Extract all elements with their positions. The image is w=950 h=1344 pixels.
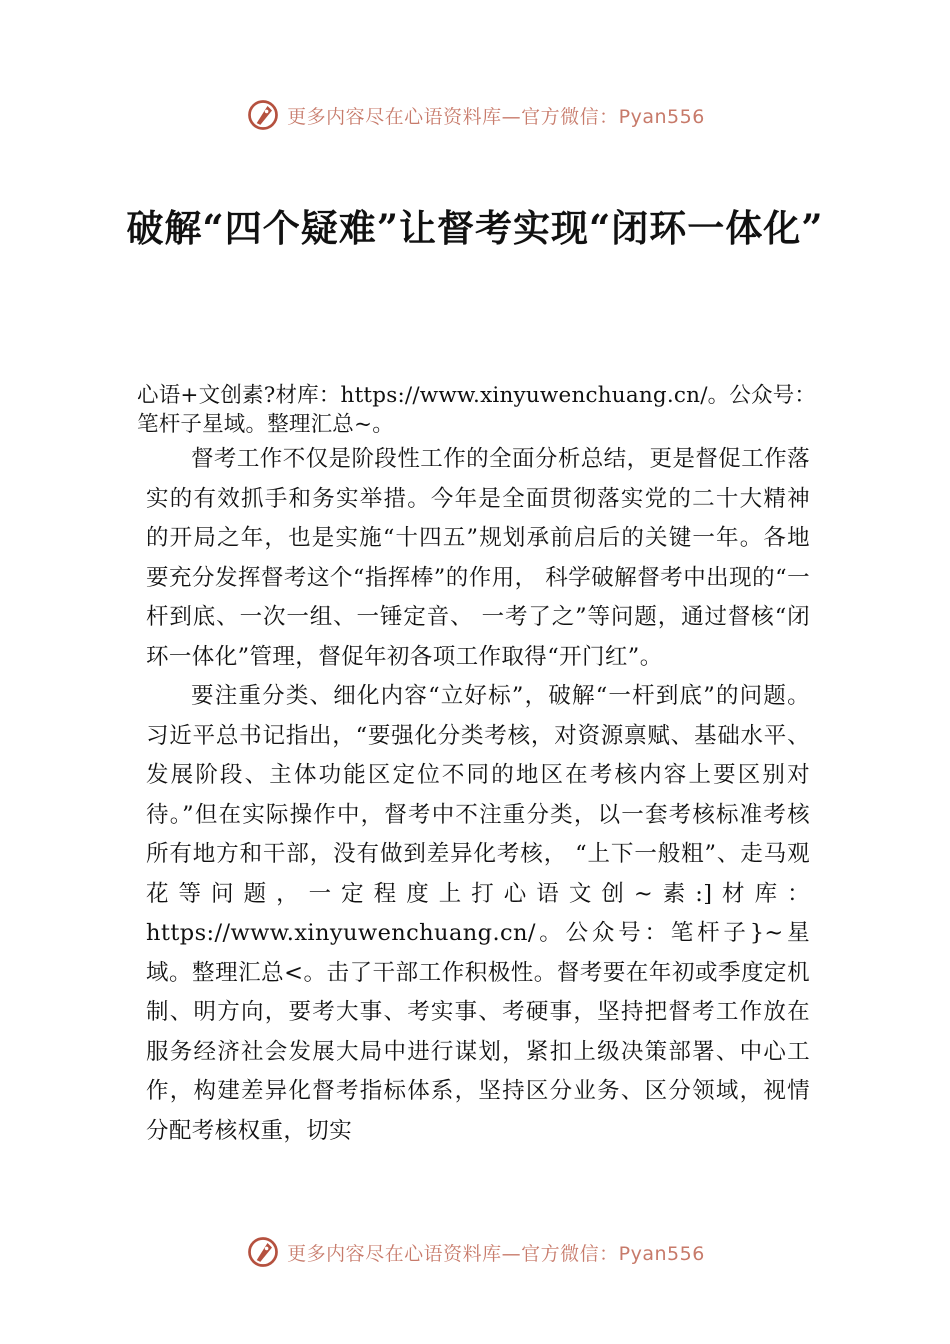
- paragraph: 要注重分类、细化内容“立好标”，破解“一杆到底”的问题。习近平总书记指出，“要强化分类考核，对资源禀赋、基础水平、发展阶段、主体功能区定位不同的地区在考核内容上要区别对待。”但在实际操作中，督考中不注重分类，以一套考核标准考核所有地方和干部，没有做到差异化考核， “上下一般粗”、走马观花等问题，一定程度上打心语文创~素:]材库：https://www.xinyuwenchuang.cn/。公众号：笔杆子}~星域。整理汇总<。击了干部工作积极性。督考要在年初或季度定机制、明方向，要考大事、考实事、考硬事，坚持把督考工作放在服务经济社会发展大局中进行谋划，紧扣上级决策部署、中心工作，构建差异化督考指标体系，坚持区分业务、区分领域，视情分配考核权重，切实: [146, 683, 810, 1144]
- pen-nib-logo-icon: [245, 97, 281, 133]
- footer-banner-text: 更多内容尽在心语资料库—官方微信：Pyan556: [287, 1242, 705, 1265]
- header-banner-text: 更多内容尽在心语资料库—官方微信：Pyan556: [287, 105, 705, 128]
- pen-nib-logo-icon: [245, 1234, 281, 1270]
- source-line: 心语+文创素?材库：https://www.xinyuwenchuang.cn/。公众号：笔杆子星域。整理汇总~。: [137, 383, 817, 437]
- document-title: 破解“四个疑难”让督考实现“闭环一体化”: [126, 206, 824, 250]
- paragraph: 督考工作不仅是阶段性工作的全面分析总结，更是督促工作落实的有效抓手和务实举措。今年是全面贯彻落实党的二十大精神的开局之年，也是实施“十四五”规划承前启后的关键一年。各地要充分发挥督考这个“指挥棒”的作用， 科学破解督考中出现的“一杆到底、一次一组、一锤定音、 一考了之”等问题，通过督核“闭环一体化”管理，督促年初各项工作取得“开门红”。: [146, 446, 810, 670]
- header-banner: [0, 95, 950, 135]
- footer-banner: [0, 1232, 950, 1272]
- document-body: [146, 440, 810, 1151]
